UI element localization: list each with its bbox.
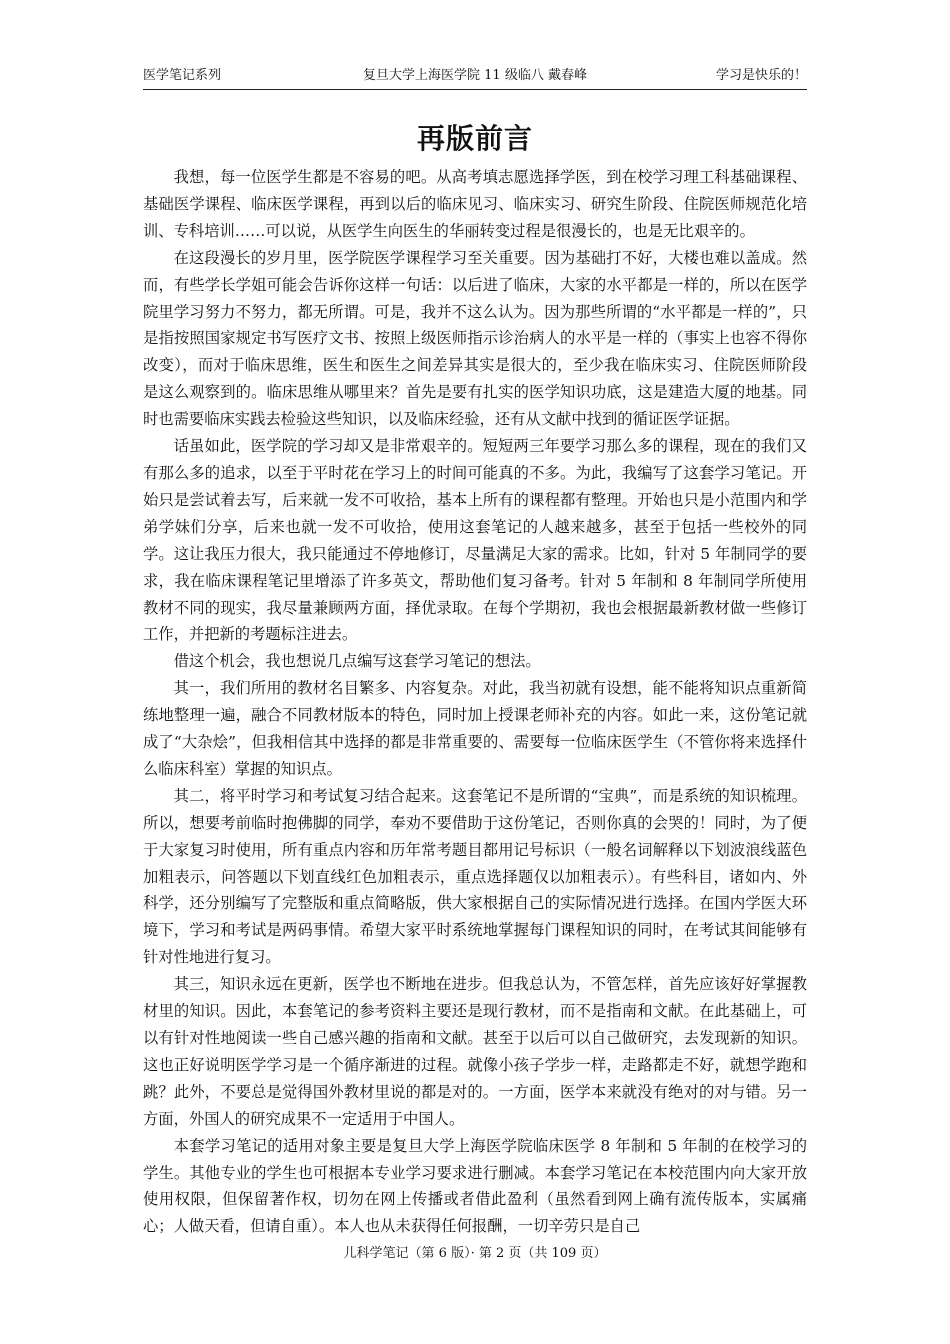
paragraph-5: 其一，我们所用的教材名目繁多、内容复杂。对此，我当初就有设想，能不能将知识点重新简练地整理一遍，融合不同教材版本的特色，同时加上授课老师补充的内容。如此一来，这份笔记就成了“大杂烩”，但我相信其中选择的都是非常重要的、需要每一位临床医学生（不管你将来选择什么临床科室）掌握的知识点。 xyxy=(143,679,807,778)
paragraph-4: 借这个机会，我也想说几点编写这套学习笔记的想法。 xyxy=(173,652,541,671)
page-header xyxy=(143,68,807,90)
paragraph-6: 其二，将平时学习和考试复习结合起来。这套笔记不是所谓的“宝典”，而是系统的知识梳理。所以，想要考前临时抱佛脚的同学，奉劝不要借助于这份笔记，否则你真的会哭的！同时，为了便于大家复习时使用，所有重点内容和历年常考题目都用记号标识（一般名词解释以下划波浪线蓝色加粗表示，问答题以下划直线红色加粗表示，重点选择题仅以加粗表示）。有些科目，诸如内、外科学，还分别编写了完整版和重点简略版，供大家根据自己的实际情况进行选择。在国内学医大环境下，学习和考试是两码事情。希望大家平时系统地掌握每门课程知识的同时，在考试其间能够有针对性地进行复习。 xyxy=(143,786,807,967)
document-body xyxy=(143,164,807,1240)
page-footer: 儿科学笔记（第 6 版）· 第 2 页（共 109 页） xyxy=(343,1246,607,1261)
header-author-info: 复旦大学上海医学院 11 级临八 戴春峰 xyxy=(363,68,587,83)
paragraph-8: 本套学习笔记的适用对象主要是复旦大学上海医学院临床医学 8 年制和 5 年制的在校学习的学生。其他专业的学生也可根据本专业学习要求进行删减。本套学习笔记在本校范围内向大家开放使用权限，但保留著作权，切勿在网上传播或者借此盈利（虽然看到网上确有流传版本，实属痛心；人做天看，但请自重）。本人也从未获得任何报酬，一切辛劳只是自己 xyxy=(143,1136,807,1236)
paragraph-7: 其三，知识永远在更新，医学也不断地在进步。但我总认为，不管怎样，首先应该好好掌握教材里的知识。因此，本套笔记的参考资料主要还是现行教材，而不是指南和文献。在此基础上，可以有针对性地阅读一些自己感兴趣的指南和文献。甚至于以后可以自己做研究，去发现新的知识。这也正好说明医学学习是一个循序渐进的过程。就像小孩子学步一样，走路都走不好，就想学跑和跳？此外，不要总是觉得国外教材里说的都是对的。一方面，医学本来就没有绝对的对与错。另一方面，外国人的研究成果不一定适用于中国人。 xyxy=(143,975,807,1128)
paragraph-1: 我想，每一位医学生都是不容易的吧。从高考填志愿选择学医，到在校学习理工科基础课程、基础医学课程、临床医学课程，再到以后的临床见习、临床实习、研究生阶段、住院医师规范化培训、专科培训……可以说，从医学生向医生的华丽转变过程是很漫长的，也是无比艰辛的。 xyxy=(143,168,807,240)
header-series-name: 医学笔记系列 xyxy=(143,68,222,83)
paragraph-3: 话虽如此，医学院的学习却又是非常艰辛的。短短两三年要学习那么多的课程，现在的我们又有那么多的追求，以至于平时花在学习上的时间可能真的不多。为此，我编写了这套学习笔记。开始只是尝试着去写，后来就一发不可收拾，基本上所有的课程都有整理。开始也只是小范围内和学弟学妹们分享，后来也就一发不可收拾，使用这套笔记的人越来越多，甚至于包括一些校外的同学。这让我压力很大，我只能通过不停地修订，尽量满足大家的需求。比如，针对 5 年制同学的要求，我在临床课程笔记里增添了许多英文，帮助他们复习备考。针对 5 年制和 8 年制同学所使用教材不同的现实，我尽量兼顾两方面，择优录取。在每个学期初，我也会根据最新教材做一些修订工作，并把新的考题标注进去。 xyxy=(143,437,807,644)
header-divider xyxy=(143,89,807,90)
header-slogan: 学习是快乐的！ xyxy=(715,68,807,83)
paragraph-2: 在这段漫长的岁月里，医学院医学课程学习至关重要。因为基础打不好，大楼也难以盖成。然而，有些学长学姐可能会告诉你这样一句话：以后进了临床，大家的水平都是一样的，所以在医学院里学习努力不努力，都无所谓。可是，我并不这么认为。因为那些所谓的“水平都是一样的”，只是指按照国家规定书写医疗文书、按照上级医师指示诊治病人的水平是一样的（事实上也容不得你改变），而对于临床思维，医生和医生之间差异其实是很大的，至少我在临床实习、住院医师阶段是这么观察到的。临床思维从哪里来？首先是要有扎实的医学知识功底，这是建造大厦的地基。同时也需要临床实践去检验这些知识，以及临床经验，还有从文献中找到的循证医学证据。 xyxy=(143,248,807,429)
page-title: 再版前言 xyxy=(416,122,533,155)
